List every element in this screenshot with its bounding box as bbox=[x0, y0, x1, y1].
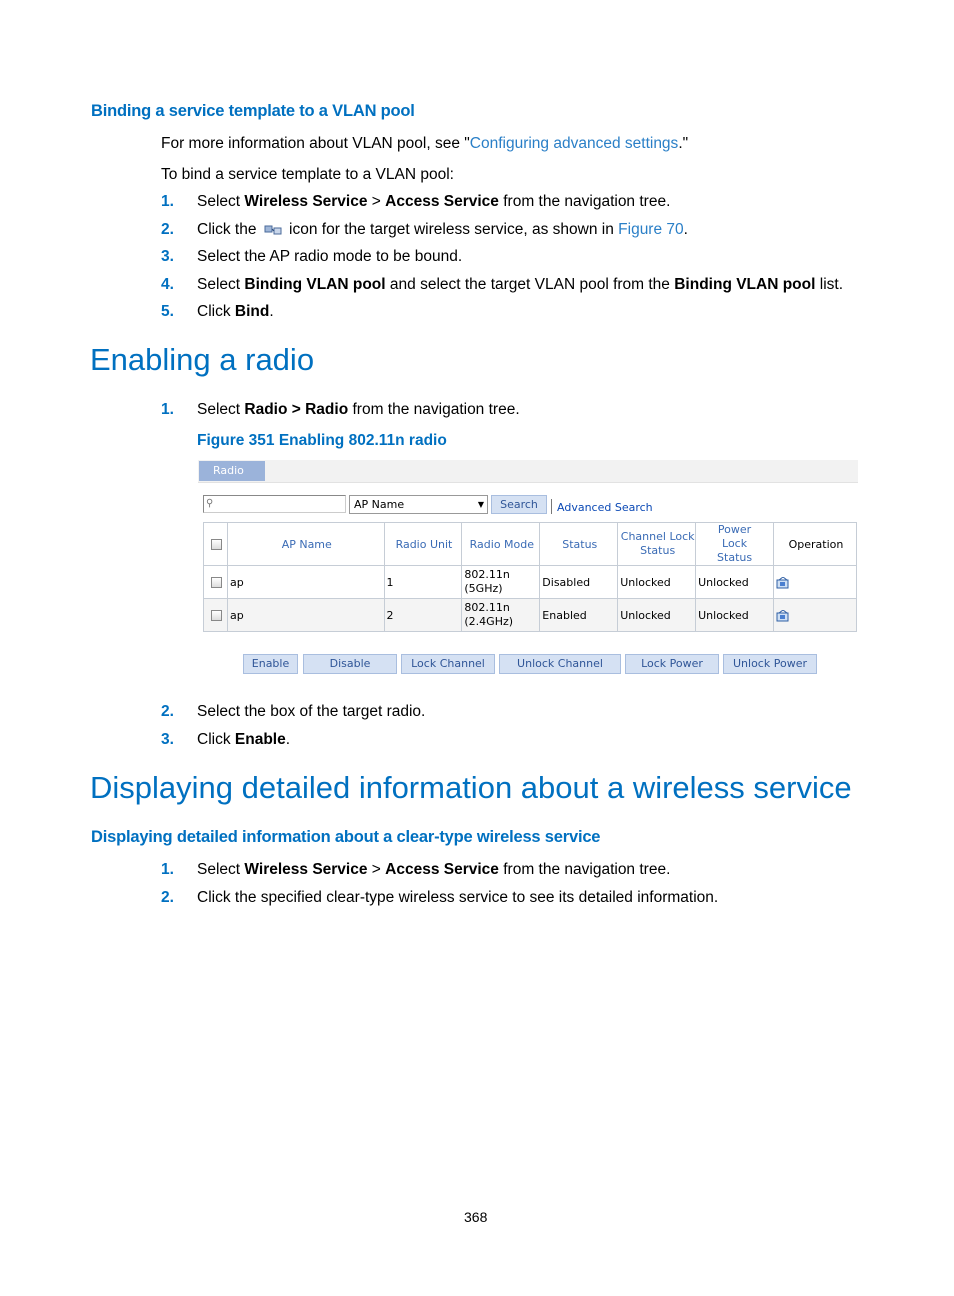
table-row bbox=[204, 599, 857, 632]
step-text: Click the specified clear-type wireless service to see its detailed information. bbox=[197, 889, 719, 906]
unlock-power-button[interactable]: Unlock Power bbox=[723, 654, 817, 674]
step-number: 4. bbox=[161, 276, 174, 293]
section-heading-detailed-info: Displaying detailed information about a wireless service bbox=[90, 770, 852, 805]
radio-mode-band: (5GHz) bbox=[464, 582, 503, 595]
step-bold-part: Bind bbox=[234, 303, 270, 320]
subheading-clear-type: Displaying detailed information about a clear-type wireless service bbox=[91, 828, 601, 846]
step-text-part: . bbox=[683, 221, 688, 238]
column-header[interactable]: AP Name bbox=[227, 523, 384, 566]
step-text-part: Click the bbox=[197, 221, 261, 238]
step-text-part: . bbox=[269, 303, 274, 320]
divider bbox=[551, 499, 552, 514]
step-bold-part: Binding VLAN pool bbox=[674, 276, 816, 293]
lead-paragraph: To bind a service template to a VLAN pool: bbox=[161, 166, 454, 183]
step-text-part: Select bbox=[197, 193, 245, 210]
row-select-cell bbox=[204, 599, 228, 632]
step-text-part: from the navigation tree. bbox=[498, 861, 671, 878]
step-text-part: Select bbox=[197, 276, 245, 293]
step-number: 1. bbox=[161, 861, 174, 878]
step-text-part: Click bbox=[197, 731, 235, 748]
unlock-channel-button[interactable]: Unlock Channel bbox=[499, 654, 621, 674]
step-number: 1. bbox=[161, 401, 174, 418]
disable-button[interactable]: Disable bbox=[303, 654, 397, 674]
intro-paragraph bbox=[161, 135, 688, 153]
step-text-part: list. bbox=[815, 276, 843, 293]
operation-icon[interactable] bbox=[776, 577, 790, 589]
search-input[interactable] bbox=[203, 495, 346, 513]
operation-cell bbox=[774, 599, 857, 632]
step-text-part: . bbox=[285, 731, 291, 748]
section-heading-vlan-pool: Binding a service template to a VLAN pool bbox=[91, 102, 415, 120]
step-bold-part: Wireless Service bbox=[244, 861, 368, 878]
search-icon: ⚲ bbox=[206, 498, 214, 509]
intro-prefix: For more information about VLAN pool, see " bbox=[161, 135, 470, 152]
step-text bbox=[197, 221, 688, 239]
row-select-cell bbox=[204, 566, 228, 599]
operation-icon[interactable] bbox=[776, 610, 790, 622]
step-text bbox=[197, 276, 843, 294]
step-text-part: > bbox=[367, 193, 386, 210]
operation-cell bbox=[774, 566, 857, 599]
intro-suffix: ." bbox=[678, 135, 689, 152]
step-text: Select the AP radio mode to be bound. bbox=[197, 248, 463, 265]
step-number: 2. bbox=[161, 221, 174, 238]
power-lock-cell: Unlocked bbox=[696, 599, 774, 632]
channel-lock-cell: Unlocked bbox=[618, 566, 696, 599]
radio-table bbox=[203, 522, 857, 632]
step-number: 2. bbox=[161, 703, 174, 720]
tab-strip bbox=[198, 460, 858, 483]
step-bold-part: Wireless Service bbox=[244, 193, 368, 210]
step-number: 3. bbox=[161, 731, 174, 748]
row-checkbox[interactable] bbox=[211, 577, 222, 588]
step-text-part: Select bbox=[197, 861, 245, 878]
figure-70-link[interactable]: Figure 70 bbox=[618, 221, 684, 238]
tab-radio[interactable]: Radio bbox=[199, 461, 265, 481]
column-header[interactable]: Radio Unit bbox=[384, 523, 462, 566]
page-number: 368 bbox=[464, 1209, 488, 1225]
step-text bbox=[197, 193, 670, 211]
step-text-part: Select bbox=[197, 401, 245, 418]
section-heading-enabling-radio: Enabling a radio bbox=[90, 342, 315, 377]
channel-lock-cell: Unlocked bbox=[618, 599, 696, 632]
lock-channel-button[interactable]: Lock Channel bbox=[401, 654, 495, 674]
step-text-part: Click bbox=[197, 303, 235, 320]
step-text: Select the box of the target radio. bbox=[197, 703, 426, 720]
step-number: 2. bbox=[161, 889, 174, 906]
column-header[interactable]: Channel Lock Status bbox=[618, 523, 696, 566]
table-header-row bbox=[204, 523, 857, 566]
step-number: 3. bbox=[161, 248, 174, 265]
lock-power-button[interactable]: Lock Power bbox=[625, 654, 719, 674]
step-text-part: > bbox=[367, 861, 386, 878]
column-header: Operation bbox=[774, 523, 857, 566]
step-bold-part: Access Service bbox=[385, 861, 499, 878]
radio-unit-cell: 1 bbox=[384, 566, 462, 599]
search-button[interactable]: Search bbox=[491, 495, 547, 514]
radio-mode-band: (2.4GHz) bbox=[464, 615, 514, 628]
radio-mode-line: 802.11n bbox=[464, 601, 510, 614]
radio-mode-cell bbox=[462, 566, 540, 599]
step-text-part: and select the target VLAN pool from the bbox=[385, 276, 675, 293]
search-field-select[interactable] bbox=[349, 495, 488, 514]
table-row bbox=[204, 566, 857, 599]
step-text-part: icon for the target wireless service, as shown in bbox=[284, 221, 619, 238]
status-cell: Enabled bbox=[540, 599, 618, 632]
chevron-down-icon: ▼ bbox=[477, 500, 484, 509]
step-number: 5. bbox=[161, 303, 174, 320]
step-text bbox=[197, 303, 274, 321]
column-header[interactable]: Status bbox=[540, 523, 618, 566]
select-all-cell bbox=[204, 523, 228, 566]
radio-mode-line: 802.11n bbox=[464, 568, 510, 581]
row-checkbox[interactable] bbox=[211, 610, 222, 621]
step-bold-part: Radio > Radio bbox=[244, 401, 349, 418]
step-bold-part: Enable bbox=[234, 731, 286, 748]
step-text-part: from the navigation tree. bbox=[498, 193, 671, 210]
step-text-part: from the navigation tree. bbox=[348, 401, 520, 418]
step-bold-part: Binding VLAN pool bbox=[244, 276, 386, 293]
vlan-bind-icon bbox=[264, 224, 282, 236]
step-number: 1. bbox=[161, 193, 174, 210]
ap-name-cell: ap bbox=[227, 599, 384, 632]
ap-name-cell: ap bbox=[227, 566, 384, 599]
step-text bbox=[197, 861, 670, 879]
select-all-checkbox[interactable] bbox=[211, 539, 222, 550]
radio-mode-cell bbox=[462, 599, 540, 632]
enable-button[interactable]: Enable bbox=[243, 654, 298, 674]
power-lock-cell: Unlocked bbox=[696, 566, 774, 599]
step-bold-part: Access Service bbox=[385, 193, 499, 210]
column-header[interactable]: Radio Mode bbox=[462, 523, 540, 566]
status-cell: Disabled bbox=[540, 566, 618, 599]
column-header[interactable]: Power Lock Status bbox=[696, 523, 774, 566]
search-field-value: AP Name bbox=[354, 498, 405, 511]
step-text bbox=[197, 731, 290, 749]
radio-unit-cell: 2 bbox=[384, 599, 462, 632]
advanced-search-link[interactable]: Advanced Search bbox=[557, 501, 653, 514]
advanced-settings-link[interactable]: Configuring advanced settings bbox=[469, 135, 679, 152]
figure-caption: Figure 351 Enabling 802.11n radio bbox=[197, 432, 447, 449]
step-text bbox=[197, 401, 520, 419]
